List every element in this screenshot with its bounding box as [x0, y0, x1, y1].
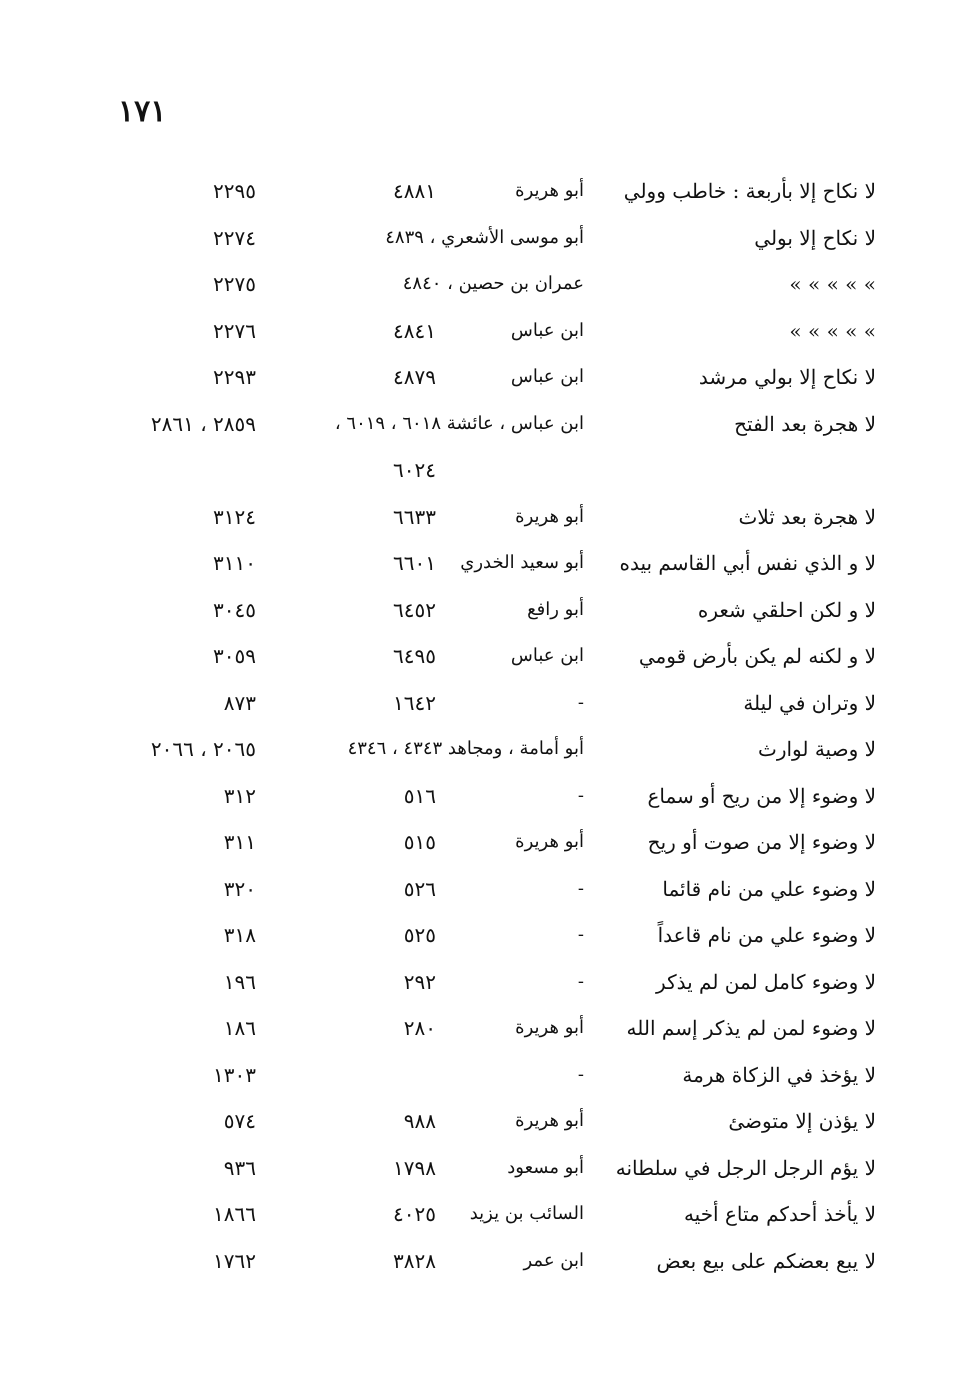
hadith-number: ٦٦٠١	[393, 551, 436, 575]
index-row	[0, 587, 956, 634]
reference-number: ١٧٦٢	[213, 1248, 256, 1273]
index-row	[0, 726, 956, 773]
index-row	[0, 1191, 956, 1238]
hadith-text: لا هجرة بعد الفتح	[734, 411, 876, 436]
narrator: -	[577, 784, 584, 806]
hadith-text: لا و لكن احلقي شعره	[697, 597, 876, 622]
hadith-text: لا وصية لوارث	[758, 737, 876, 761]
index-row	[0, 1238, 956, 1285]
hadith-text: لا يؤم الرجل الرجل في سلطانه	[615, 1155, 876, 1180]
index-row	[0, 866, 956, 913]
narrator: ابن عمر	[523, 1249, 584, 1271]
index-row	[0, 633, 956, 680]
index-row	[0, 540, 956, 587]
reference-number: ٨٧٣	[223, 690, 256, 715]
hadith-text: لا و لكنه لم يكن بأرض قومي	[638, 644, 876, 668]
hadith-number: ٥١٦	[403, 783, 436, 808]
narrator: أبو موسى الأشعري ، ٤٨٣٩	[385, 226, 584, 248]
narrator: -	[577, 970, 584, 992]
hadith-text: لا وضوء كامل لمن لم يذكر	[656, 969, 876, 994]
narrator: -	[577, 691, 584, 713]
narrator: أبو هريرة	[515, 180, 584, 201]
reference-number: ٢٢٩٥	[213, 179, 256, 203]
index-row	[0, 1098, 956, 1145]
narrator: -	[577, 924, 584, 945]
index-row	[0, 819, 956, 866]
reference-number: ١٨٦	[223, 1016, 256, 1040]
hadith-number: ٤٠٢٥	[393, 1202, 436, 1226]
reference-number: ٢٠٦٥ ، ٢٠٦٦	[150, 737, 256, 761]
hadith-number: ٤٨٧٩	[393, 365, 436, 389]
hadith-number: ٤٨٤١	[393, 318, 436, 343]
hadith-number: ٣٨٢٨	[393, 1248, 436, 1273]
narrator: أبو أمامة ، ومجاهد ٤٣٤٣ ، ٤٣٤٦	[347, 738, 584, 759]
index-row	[0, 773, 956, 820]
reference-number: ٣٠٥٩	[213, 644, 256, 668]
hadith-text: » » » » »	[789, 272, 876, 296]
hadith-text: لا وضوء علي من نام قاعداً	[657, 923, 876, 947]
reference-number: ٣١٢٤	[213, 504, 256, 529]
narrator: أبو سعيد الخدري	[460, 552, 584, 573]
reference-number: ٣٢٠	[223, 876, 256, 901]
reference-number: ٢٢٧٥	[213, 272, 256, 296]
index-row	[0, 494, 956, 541]
hadith-text: لا وضوء إلا من صوت أو ريح	[647, 830, 876, 854]
hadith-text: لا يبع بعضكم على بيع بعض	[656, 1248, 876, 1273]
narrator: ابن عباس	[510, 319, 584, 341]
hadith-text: لا وضوء إلا من ريح أو سماع	[647, 783, 876, 808]
reference-number: ٢٢٧٤	[213, 225, 256, 250]
index-row	[0, 959, 956, 1006]
narrator: أبو مسعود	[507, 1156, 584, 1178]
narrator: أبو هريرة	[515, 1110, 584, 1131]
reference-number: ١٨٦٦	[213, 1202, 256, 1226]
hadith-text: لا نكاح إلا بولي مرشد	[698, 365, 876, 389]
narrator: أبو رافع	[527, 598, 584, 620]
narrator: عمران بن حصين ، ٤٨٤٠	[402, 273, 584, 294]
narrator: -	[577, 1063, 584, 1085]
index-row	[0, 168, 956, 215]
index-row	[0, 1052, 956, 1099]
narrator: ابن عباس	[510, 645, 584, 666]
reference-number: ١٩٦	[223, 969, 256, 994]
hadith-text: لا نكاح إلا بولي	[754, 225, 876, 250]
hadith-text: لا و الذي نفس أبي القاسم بيده	[619, 551, 876, 575]
narrator: أبو هريرة	[515, 1017, 584, 1038]
hadith-number: ٦٤٩٥	[393, 644, 436, 668]
index-row	[0, 1005, 956, 1052]
index-row	[0, 354, 956, 401]
reference-number: ٩٣٦	[223, 1155, 256, 1180]
hadith-text: لا يأخذ أحدكم متاع أخيه	[683, 1202, 876, 1226]
hadith-number: ٦٠٢٤	[393, 458, 436, 482]
page-number: ١٧١	[118, 94, 167, 129]
hadith-text: لا وتران في ليلة	[743, 690, 876, 715]
hadith-number: ٥١٥	[403, 830, 436, 854]
hadith-number: ٢٨٠	[403, 1016, 436, 1040]
hadith-number: ١٧٩٨	[393, 1155, 436, 1180]
index-row	[0, 680, 956, 727]
narrator: أبو هريرة	[515, 831, 584, 852]
hadith-text: لا هجرة بعد ثلاث	[738, 504, 876, 529]
index-row	[0, 215, 956, 262]
index-row	[0, 912, 956, 959]
reference-number: ٣١٨	[223, 923, 256, 947]
reference-number: ٢٢٧٦	[213, 318, 256, 343]
hadith-number: ٤٨٨١	[393, 179, 436, 203]
reference-number: ٥٧٤	[223, 1109, 256, 1133]
hadith-number: ٦٦٣٣	[393, 504, 436, 529]
hadith-number: ١٦٤٢	[393, 690, 436, 715]
reference-number: ٢٢٩٣	[213, 365, 256, 389]
reference-number: ٣١٢	[223, 783, 256, 808]
hadith-number: ٥٢٥	[403, 923, 436, 947]
reference-number: ١٣٠٣	[213, 1062, 256, 1087]
index-row	[0, 1145, 956, 1192]
hadith-index-table	[0, 168, 956, 1284]
reference-number: ٣١١	[223, 830, 256, 854]
narrator: السائب بن يزيد	[469, 1203, 584, 1224]
narrator: ابن عباس ، عائشة ٦٠١٨ ، ٦٠١٩ ،	[334, 412, 584, 434]
narrator: ابن عباس	[510, 366, 584, 387]
reference-number: ٣٠٤٥	[213, 597, 256, 622]
hadith-text: لا وضوء لمن لم يذكر إسم الله	[626, 1016, 876, 1040]
index-row	[0, 447, 956, 494]
hadith-text: لا يؤخذ في الزكاة هرمة	[682, 1062, 876, 1087]
hadith-text: » » » » »	[789, 318, 876, 343]
hadith-number: ٢٩٢	[403, 969, 436, 994]
hadith-text: لا نكاح إلا بأربعة : خاطب وولي	[623, 179, 876, 203]
index-row	[0, 261, 956, 308]
hadith-text: لا وضوء علي من نام قائما	[662, 876, 876, 901]
narrator: -	[577, 877, 584, 899]
reference-number: ٢٨٥٩ ، ٢٨٦١	[150, 411, 256, 436]
hadith-text: لا يؤذن إلا متوضئ	[728, 1109, 876, 1133]
index-row	[0, 308, 956, 355]
reference-number: ٣١١٠	[213, 551, 256, 575]
hadith-number: ٦٤٥٢	[393, 597, 436, 622]
hadith-number: ٥٢٦	[403, 876, 436, 901]
hadith-number: ٩٨٨	[403, 1109, 436, 1133]
narrator: أبو هريرة	[515, 505, 584, 527]
index-row	[0, 401, 956, 448]
